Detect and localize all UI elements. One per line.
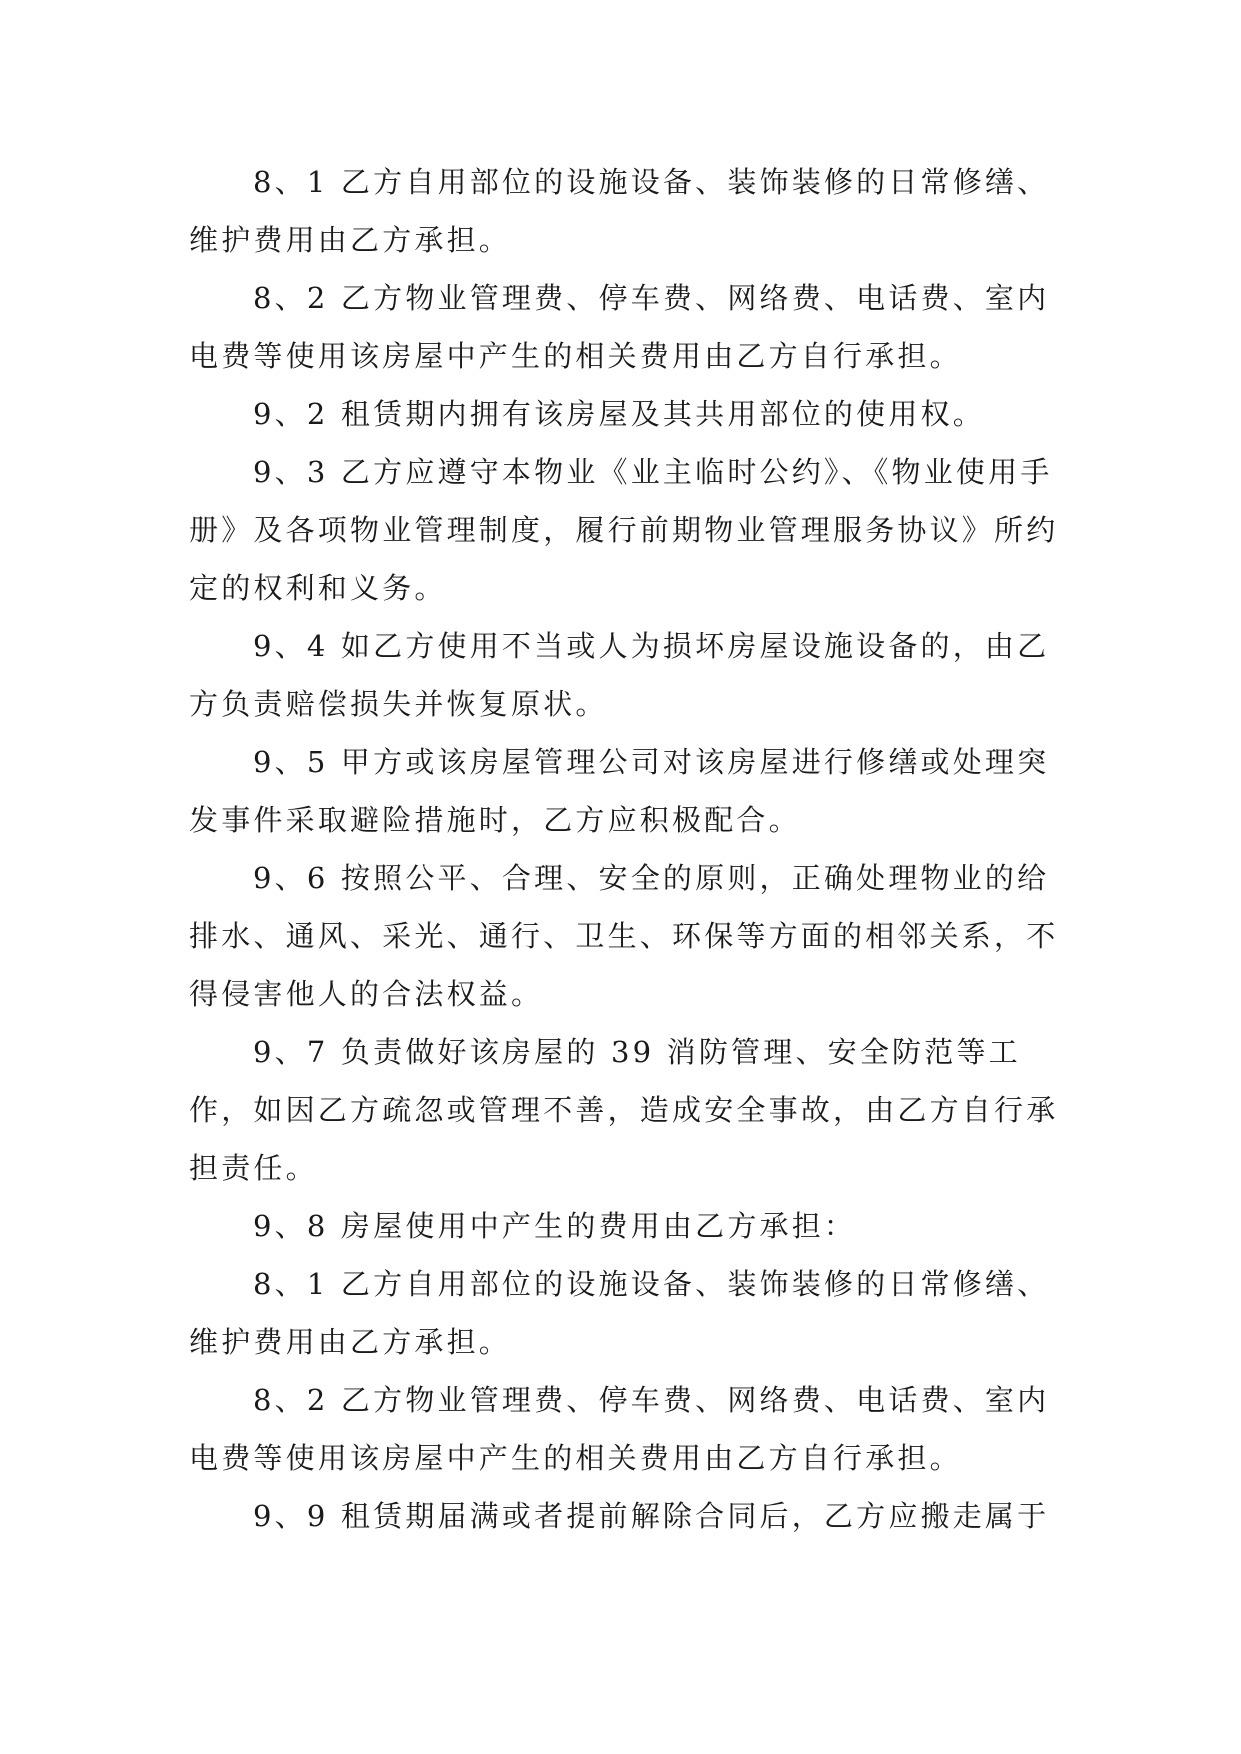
- paragraph-9-5: 9、5 甲方或该房屋管理公司对该房屋进行修缮或处理突发事件采取避险措施时，乙方应积极配合。: [189, 745, 1050, 837]
- paragraph-9-7: 9、7 负责做好该房屋的 39 消防管理、安全防范等工作，如因乙方疏忽或管理不善，造成安全事故，由乙方自行承担责任。: [189, 1035, 1059, 1185]
- paragraph-9-2: 9、2 租赁期内拥有该房屋及其共用部位的使用权。: [253, 397, 985, 431]
- paragraph-9-4: 9、4 如乙方使用不当或人为损坏房屋设施设备的，由乙方负责赔偿损失并恢复原状。: [189, 629, 1050, 721]
- paragraph-8-1: 8、1 乙方自用部位的设施设备、装饰装修的日常修缮、维护费用由乙方承担。: [189, 165, 1050, 257]
- paragraph-8-1-repeat: 8、1 乙方自用部位的设施设备、装饰装修的日常修缮、维护费用由乙方承担。: [189, 1267, 1050, 1359]
- paragraph-9-9: 9、9 租赁期届满或者提前解除合同后，乙方应搬走属于: [253, 1499, 1050, 1533]
- paragraph-9-8: 9、8 房屋使用中产生的费用由乙方承担：: [253, 1209, 857, 1243]
- paragraph-8-2-repeat: 8、2 乙方物业管理费、停车费、网络费、电话费、室内电费等使用该房屋中产生的相关费用由乙方自行承担。: [189, 1383, 1050, 1475]
- paragraph-9-3: 9、3 乙方应遵守本物业《业主临时公约》、《物业使用手册》及各项物业管理制度，履行前期物业管理服务协议》所约定的权利和义务。: [189, 455, 1059, 605]
- paragraph-8-2: 8、2 乙方物业管理费、停车费、网络费、电话费、室内电费等使用该房屋中产生的相关费用由乙方自行承担。: [189, 281, 1050, 373]
- paragraph-9-6: 9、6 按照公平、合理、安全的原则，正确处理物业的给排水、通风、采光、通行、卫生、环保等方面的相邻关系，不得侵害他人的合法权益。: [189, 861, 1059, 1011]
- document-body: [189, 153, 1069, 1545]
